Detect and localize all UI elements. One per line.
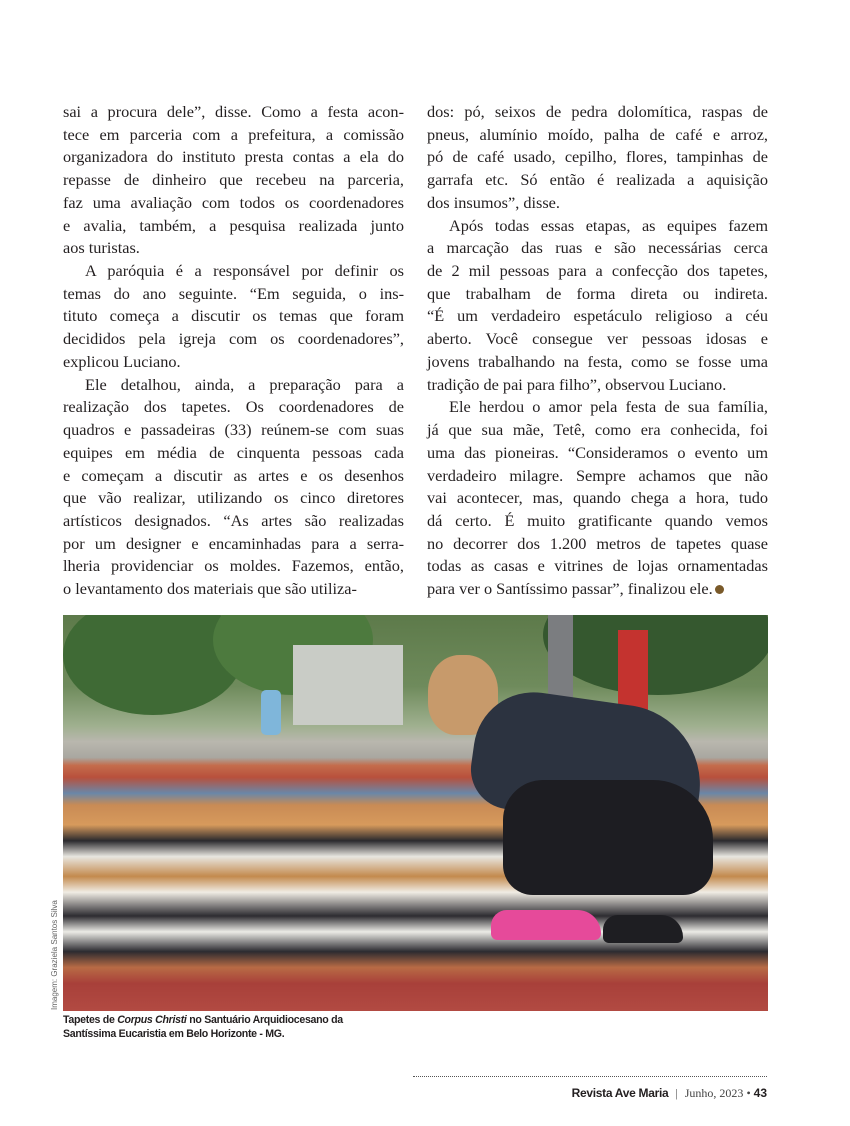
text-line [427, 305, 768, 328]
text-line-content: dá certo. É muito gratificante quando vemos [427, 510, 768, 530]
page-footer [572, 1086, 767, 1101]
text-line [427, 192, 768, 215]
text-line-content: aberto. Você consegue ver pessoas idosas e [427, 329, 768, 349]
text-line [427, 215, 768, 238]
text-line [427, 101, 768, 124]
text-line-content: dos: pó, seixos de pedra dolomítica, raspas de [427, 102, 768, 121]
text-line-content: quadros e passadeiras (33) reúnem-se com suas [63, 420, 404, 440]
text-line-content: tece em parceria com a prefeitura, a comissão [63, 124, 404, 144]
text-line [427, 169, 768, 192]
text-line [427, 465, 768, 488]
text-line [427, 487, 768, 510]
text-line [63, 555, 404, 578]
footer-bullet: • [746, 1086, 751, 1100]
text-line-content: dos insumos”, disse. [427, 192, 560, 212]
text-line-content: garrafa etc. Só então é realizada a aquisição [427, 170, 768, 190]
text-line [63, 328, 404, 351]
text-line [427, 260, 768, 283]
text-line-content: jovens trabalhando na festa, como se fosse uma [427, 351, 768, 371]
text-line-content: Após todas essas etapas, as equipes fazem [449, 215, 768, 235]
text-line [63, 419, 404, 442]
text-line [63, 260, 404, 283]
text-line [63, 237, 404, 260]
text-line [427, 283, 768, 306]
text-line [427, 533, 768, 556]
text-line-content: para ver o Santíssimo passar”, finalizou ele. [427, 579, 713, 599]
text-line-content: que trabalham de forma direta ou indireta. [427, 283, 768, 303]
text-line-content: no decorrer dos 1.200 metros de tapetes quase [427, 533, 768, 553]
text-line [427, 146, 768, 169]
footer-divider [413, 1076, 767, 1077]
text-line-content: “É um verdadeiro espetáculo religioso a céu [427, 306, 768, 326]
photo-credit: Imagem: Graziela Santos Silva [50, 900, 59, 1010]
text-line-content: Ele detalhou, ainda, a preparação para a [85, 374, 404, 394]
text-line [63, 465, 404, 488]
text-line [63, 169, 404, 192]
text-line-content: que vão realizar, utilizando os cinco diretores [63, 488, 404, 508]
text-line [427, 351, 768, 374]
text-line-content: e avalia, também, a pesquisa realizada junto [63, 215, 404, 235]
end-of-article-mark-icon [715, 585, 724, 594]
text-line-content: lheria providenciar os moldes. Fazemos, então, [63, 556, 404, 576]
text-line-content: uma das pioneiras. “Consideramos o evento um [427, 442, 768, 462]
text-line-content: já que sua mãe, Tetê, como era conhecida, foi [427, 420, 768, 440]
text-line [63, 351, 404, 374]
text-line-content: artísticos designados. “As artes são realizadas [63, 510, 404, 530]
text-line-content: tituto começa a discutir os temas que foram [63, 306, 404, 326]
text-line-content: e começam a discutir as artes e os desenhos [63, 465, 404, 485]
text-line [427, 374, 768, 397]
text-line-content: repasse de dinheiro que recebeu na parceria, [63, 170, 404, 190]
text-line [427, 419, 768, 442]
text-line [63, 374, 404, 397]
text-line-content: decididos pela igreja com os coordenadores”, [63, 329, 404, 349]
article-column-right [427, 101, 768, 601]
text-line-content: explicou Luciano. [63, 351, 181, 371]
text-line [63, 101, 404, 124]
text-line-content: faz uma avaliação com todos os coordenadores [63, 192, 404, 212]
text-line-content: de 2 mil pessoas para a confecção dos tapetes, [427, 261, 768, 281]
text-line-content: o levantamento dos materiais que são utiliza- [63, 579, 357, 599]
text-line [63, 146, 404, 169]
text-line-content: a marcação das ruas e são necessárias cerca [427, 238, 768, 258]
text-line [63, 215, 404, 238]
photo-caption [63, 1013, 393, 1041]
text-line [427, 124, 768, 147]
text-line-content: equipes em média de cinquenta pessoas cada [63, 442, 404, 462]
text-line-content: todas as casas e vitrines de lojas ornamentadas [427, 556, 768, 576]
text-line [427, 442, 768, 465]
text-line [427, 555, 768, 578]
text-line-content: aos turistas. [63, 238, 140, 258]
text-line-content: verdadeiro milagre. Sempre achamos que não [427, 465, 768, 485]
text-line [427, 396, 768, 419]
text-line-content: pó de café usado, cepilho, flores, tampinhas de [427, 147, 768, 167]
caption-italic-text: Corpus Christi [117, 1014, 187, 1026]
text-line [63, 510, 404, 533]
text-line [63, 124, 404, 147]
article-column-left [63, 101, 404, 601]
text-line-content: sai a procura dele”, disse. Como a festa acon- [63, 102, 404, 121]
text-line-content: organizadora do instituto presta contas a ela do [63, 147, 404, 167]
text-line [63, 283, 404, 306]
text-line-content: Ele herdou o amor pela festa de sua família, [449, 397, 768, 417]
magazine-name: Revista Ave Maria [571, 1086, 669, 1100]
footer-separator: | [675, 1086, 678, 1100]
page-number: 43 [753, 1086, 767, 1100]
text-line-content: temas do ano seguinte. “Em seguida, o ins- [63, 283, 404, 303]
text-line-content: A paróquia é a responsável por definir os [85, 261, 404, 281]
text-line [63, 487, 404, 510]
text-line [427, 328, 768, 351]
text-line-content: por um designer e encaminhadas para a serra- [63, 533, 404, 553]
text-line [63, 305, 404, 328]
text-line-content: tradição de pai para filho”, observou Luciano. [427, 374, 727, 394]
article-photo [63, 615, 768, 1011]
caption-text: Tapetes de [63, 1014, 118, 1026]
text-line [63, 533, 404, 556]
text-line [427, 237, 768, 260]
text-line-content: realização dos tapetes. Os coordenadores de [63, 397, 404, 417]
text-line [427, 510, 768, 533]
text-line [63, 442, 404, 465]
caption-text: no Santuário Arquidiocesano da Santíssima Eucaristia em Belo Horizonte - MG. [63, 1014, 343, 1040]
issue-date: Junho, 2023 [684, 1086, 744, 1100]
text-line-content: pneus, alumínio moído, palha de café e arroz, [427, 124, 768, 144]
text-line [63, 192, 404, 215]
text-line [63, 396, 404, 419]
text-line [427, 578, 768, 601]
text-line [63, 578, 404, 601]
person-legs [503, 780, 713, 895]
text-line-content: vai acontecer, mas, quando chega a hora, tudo [427, 488, 768, 508]
